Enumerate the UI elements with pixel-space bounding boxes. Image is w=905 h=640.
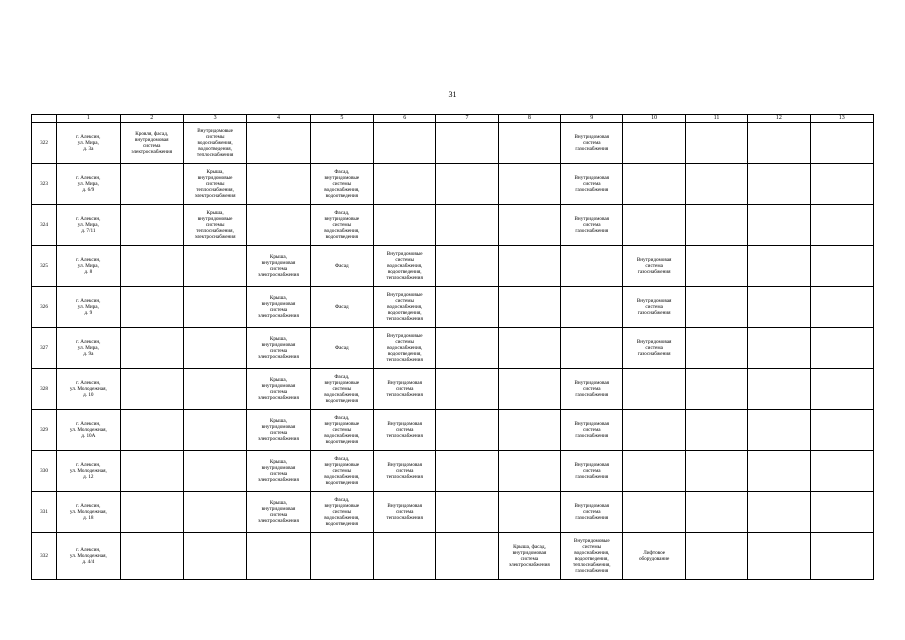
cell-text: г. Алексин, ул. Мира, д. 6/9 <box>76 175 101 193</box>
work-type-cell <box>374 410 436 451</box>
cell-text: Лифтовое оборудование <box>638 550 670 562</box>
work-type-cell <box>120 410 183 451</box>
work-type-cell <box>561 369 623 410</box>
work-type-cell <box>685 287 747 328</box>
address-cell <box>57 164 120 205</box>
cell-text: Фасад <box>334 345 349 351</box>
work-type-cell <box>685 246 747 287</box>
work-type-cell <box>498 205 560 246</box>
work-type-cell <box>498 328 560 369</box>
work-type-cell <box>561 410 623 451</box>
cell-text: Внутридомовая система газоснабжения <box>574 380 610 398</box>
address-cell <box>57 369 120 410</box>
work-type-cell <box>120 533 183 580</box>
work-type-cell <box>748 246 810 287</box>
work-type-cell <box>498 410 560 451</box>
work-type-cell <box>374 328 436 369</box>
row-number-cell: 332 <box>32 533 57 580</box>
work-type-cell <box>436 410 498 451</box>
work-type-cell <box>120 164 183 205</box>
work-type-cell <box>310 492 373 533</box>
header-cell: 6 <box>374 115 436 123</box>
work-type-cell <box>561 533 623 580</box>
cell-text: Фасад, внутридомовые системы водоснабжения, водоотведения <box>324 210 360 240</box>
work-type-cell <box>810 451 873 492</box>
work-type-cell <box>748 287 810 328</box>
work-type-cell <box>374 123 436 164</box>
table-body <box>32 123 874 580</box>
row-number-cell: 327 <box>32 328 57 369</box>
work-type-cell <box>374 205 436 246</box>
work-type-cell <box>247 369 310 410</box>
work-type-cell <box>374 246 436 287</box>
work-type-cell <box>685 410 747 451</box>
cell-text: Внутридомовая система газоснабжения <box>574 462 610 480</box>
row-number-cell: 331 <box>32 492 57 533</box>
work-type-cell <box>561 328 623 369</box>
cell-text: Внутридомовые системы водоснабжения, водоотведения, теплоснабжения <box>386 333 423 363</box>
work-type-cell <box>685 328 747 369</box>
address-cell <box>57 205 120 246</box>
work-type-cell <box>623 369 685 410</box>
work-type-cell <box>120 123 183 164</box>
cell-text: Крыша, внутридомовая система электроснабжения <box>258 336 299 360</box>
work-type-cell <box>247 451 310 492</box>
work-type-cell <box>685 451 747 492</box>
work-type-cell <box>748 492 810 533</box>
cell-text: Фасад, внутридомовые системы водоснабжения, водоотведения <box>324 415 360 445</box>
work-type-cell <box>436 123 498 164</box>
work-type-cell <box>436 328 498 369</box>
work-type-cell <box>120 205 183 246</box>
work-type-cell <box>810 164 873 205</box>
work-type-cell <box>120 246 183 287</box>
work-type-cell <box>183 328 246 369</box>
work-type-cell <box>685 164 747 205</box>
work-type-cell <box>120 492 183 533</box>
work-type-cell <box>310 123 373 164</box>
work-type-cell <box>685 492 747 533</box>
work-type-cell <box>561 287 623 328</box>
work-type-cell <box>183 164 246 205</box>
cell-text: Крыша, внутридомовая система электроснабжения <box>258 418 299 442</box>
address-cell <box>57 492 120 533</box>
work-type-cell <box>498 451 560 492</box>
work-type-cell <box>623 205 685 246</box>
cell-text: г. Алексин, ул. Мира, д. 3а <box>76 134 101 152</box>
work-type-cell <box>247 492 310 533</box>
cell-text: г. Алексин, ул. Мира, д. 9 <box>76 298 101 316</box>
work-type-cell <box>310 328 373 369</box>
cell-text: Внутридомовые системы водоснабжения, водоотведения, теплоснабжения <box>386 292 423 322</box>
cell-text: Внутридомовая система теплоснабжения <box>386 462 423 480</box>
work-type-cell <box>623 492 685 533</box>
work-type-cell <box>748 451 810 492</box>
work-type-cell <box>374 451 436 492</box>
cell-text: Внутридомовая система теплоснабжения <box>386 421 423 439</box>
work-type-cell <box>561 123 623 164</box>
work-type-cell <box>561 246 623 287</box>
work-type-cell <box>498 246 560 287</box>
work-type-cell <box>247 410 310 451</box>
work-type-cell <box>810 123 873 164</box>
cell-text: Фасад, внутридомовые системы водоснабжения, водоотведения <box>324 497 360 527</box>
cell-text: Крыша, внутридомовые системы теплоснабжения, электроснабжения <box>194 169 236 199</box>
work-type-cell <box>183 123 246 164</box>
work-type-cell <box>120 369 183 410</box>
address-cell <box>57 533 120 580</box>
work-type-cell <box>374 492 436 533</box>
work-type-cell <box>685 533 747 580</box>
work-type-cell <box>810 492 873 533</box>
header-row <box>32 115 874 123</box>
header-cell: 2 <box>120 115 183 123</box>
cell-text: Крыша, внутридомовые системы теплоснабжения, электроснабжения <box>194 210 236 240</box>
header-cell: 5 <box>310 115 373 123</box>
work-type-cell <box>685 369 747 410</box>
table-row <box>32 533 874 580</box>
work-type-cell <box>748 328 810 369</box>
cell-text: г. Алексин, ул. Мира, д. 9а <box>76 339 101 357</box>
work-type-cell <box>810 328 873 369</box>
cell-text: Внутридомовые системы водоснабжения, водоотведения, теплоснабжения, газоснабжения <box>572 538 611 574</box>
work-type-cell <box>810 246 873 287</box>
cell-text: Внутридомовая система газоснабжения <box>574 216 610 234</box>
cell-text: Фасад, внутридомовые системы водоснабжения, водоотведения <box>324 456 360 486</box>
table-row <box>32 369 874 410</box>
cell-text: г. Алексин, ул. Мира, д. 7/11 <box>76 216 101 234</box>
header-cell: 13 <box>810 115 873 123</box>
work-type-cell <box>498 369 560 410</box>
header-cell: 10 <box>623 115 685 123</box>
work-type-cell <box>498 533 560 580</box>
table-row <box>32 410 874 451</box>
work-type-cell <box>748 123 810 164</box>
work-type-cell <box>748 369 810 410</box>
row-number-cell: 325 <box>32 246 57 287</box>
work-type-cell <box>183 492 246 533</box>
cell-text: Фасад, внутридомовые системы водоснабжения, водоотведения <box>324 169 360 199</box>
work-type-cell <box>623 533 685 580</box>
table-row <box>32 246 874 287</box>
work-type-cell <box>310 246 373 287</box>
cell-text: Внутридомовая система теплоснабжения <box>386 380 423 398</box>
cell-text: г. Алексин, ул. Мира, д. 8 <box>76 257 101 275</box>
work-type-cell <box>561 492 623 533</box>
work-type-cell <box>310 287 373 328</box>
cell-text: Внутридомовая система газоснабжения <box>574 421 610 439</box>
header-cell: 4 <box>247 115 310 123</box>
work-type-cell <box>436 205 498 246</box>
header-cell: 3 <box>183 115 246 123</box>
work-type-cell <box>561 164 623 205</box>
work-type-cell <box>436 533 498 580</box>
table-row <box>32 492 874 533</box>
table-row <box>32 123 874 164</box>
address-cell <box>57 123 120 164</box>
header-cell: 9 <box>561 115 623 123</box>
cell-text: Крыша, внутридомовая система электроснабжения <box>258 295 299 319</box>
work-type-cell <box>183 287 246 328</box>
table-row <box>32 328 874 369</box>
work-type-cell <box>498 287 560 328</box>
cell-text: Внутридомовая система газоснабжения <box>636 257 672 275</box>
cell-text: Фасад, внутридомовые системы водоснабжения, водоотведения <box>324 374 360 404</box>
row-number-cell: 324 <box>32 205 57 246</box>
work-type-cell <box>247 287 310 328</box>
cell-text: г. Алексин, ул. Молодежная, д. 10А <box>69 421 107 439</box>
work-type-cell <box>120 328 183 369</box>
work-type-cell <box>810 287 873 328</box>
page-number: 31 <box>448 90 457 99</box>
cell-text: Фасад <box>334 304 349 310</box>
row-number-cell: 329 <box>32 410 57 451</box>
work-type-cell <box>623 123 685 164</box>
address-cell <box>57 451 120 492</box>
work-type-cell <box>810 369 873 410</box>
repair-schedule-table <box>31 114 874 580</box>
cell-text: Внутридомовая система теплоснабжения <box>386 503 423 521</box>
work-type-cell <box>374 533 436 580</box>
cell-text: г. Алексин, ул. Молодежная, д. 12 <box>69 462 107 480</box>
row-number-cell: 328 <box>32 369 57 410</box>
header-cell: 12 <box>748 115 810 123</box>
work-type-cell <box>748 164 810 205</box>
cell-text: Внутридомовые системы водоснабжения, водоотведения, теплоснабжения <box>386 251 423 281</box>
work-type-cell <box>436 164 498 205</box>
cell-text: Крыша, внутридомовая система электроснабжения <box>258 254 299 278</box>
cell-text: Внутридомовая система газоснабжения <box>636 298 672 316</box>
work-type-cell <box>247 533 310 580</box>
work-type-cell <box>310 533 373 580</box>
work-type-cell <box>436 369 498 410</box>
cell-text: Крыша, внутридомовая система электроснабжения <box>258 377 299 401</box>
work-type-cell <box>310 369 373 410</box>
work-type-cell <box>183 533 246 580</box>
address-cell <box>57 287 120 328</box>
cell-text: Крыша, фасад, внутридомовая система электроснабжения <box>509 544 550 568</box>
work-type-cell <box>436 451 498 492</box>
work-type-cell <box>310 410 373 451</box>
work-type-cell <box>623 451 685 492</box>
work-type-cell <box>120 287 183 328</box>
cell-text: Фасад <box>334 263 349 269</box>
work-type-cell <box>685 123 747 164</box>
work-type-cell <box>120 451 183 492</box>
work-type-cell <box>623 328 685 369</box>
work-type-cell <box>498 164 560 205</box>
row-number-cell: 330 <box>32 451 57 492</box>
cell-text: Внутридомовая система газоснабжения <box>574 175 610 193</box>
cell-text: Внутридомовые системы водоснабжения, водоотведения, теплоснабжения <box>196 128 234 158</box>
work-type-cell <box>748 533 810 580</box>
work-type-cell <box>310 205 373 246</box>
work-type-cell <box>623 246 685 287</box>
header-cell: 1 <box>57 115 120 123</box>
table-row <box>32 205 874 246</box>
work-type-cell <box>561 451 623 492</box>
header-cell: 7 <box>436 115 498 123</box>
cell-text: г. Алексин, ул. Молодежная, д. 4/4 <box>69 547 107 565</box>
work-type-cell <box>183 369 246 410</box>
row-number-cell: 322 <box>32 123 57 164</box>
work-type-cell <box>310 451 373 492</box>
cell-text: Внутридомовая система газоснабжения <box>636 339 672 357</box>
cell-text: Внутридомовая система газоснабжения <box>574 134 610 152</box>
work-type-cell <box>247 246 310 287</box>
table-row <box>32 451 874 492</box>
work-type-cell <box>183 246 246 287</box>
cell-text: Крыша, внутридомовая система электроснабжения <box>258 459 299 483</box>
row-number-cell: 326 <box>32 287 57 328</box>
work-type-cell <box>810 410 873 451</box>
work-type-cell <box>810 205 873 246</box>
address-cell <box>57 246 120 287</box>
table-row <box>32 164 874 205</box>
work-type-cell <box>247 164 310 205</box>
work-type-cell <box>247 205 310 246</box>
header-cell: 8 <box>498 115 560 123</box>
address-cell <box>57 410 120 451</box>
address-cell <box>57 328 120 369</box>
work-type-cell <box>498 123 560 164</box>
work-type-cell <box>561 205 623 246</box>
work-type-cell <box>436 287 498 328</box>
row-number-cell: 323 <box>32 164 57 205</box>
work-type-cell <box>623 410 685 451</box>
header-cell: 11 <box>685 115 747 123</box>
work-type-cell <box>436 246 498 287</box>
cell-text: Кровля, фасад, внутридомовая система электроснабжения <box>131 131 173 155</box>
work-type-cell <box>623 164 685 205</box>
work-type-cell <box>183 410 246 451</box>
work-type-cell <box>374 164 436 205</box>
work-type-cell <box>748 410 810 451</box>
cell-text: Крыша, внутридомовая система электроснабжения <box>258 500 299 524</box>
header-cell-blank <box>32 115 57 123</box>
work-type-cell <box>498 492 560 533</box>
work-type-cell <box>183 205 246 246</box>
work-type-cell <box>436 492 498 533</box>
cell-text: г. Алексин, ул. Молодежная, д. 10 <box>69 380 107 398</box>
work-type-cell <box>247 123 310 164</box>
work-type-cell <box>247 328 310 369</box>
work-type-cell <box>374 287 436 328</box>
work-type-cell <box>685 205 747 246</box>
work-type-cell <box>748 205 810 246</box>
work-type-cell <box>623 287 685 328</box>
work-type-cell <box>810 533 873 580</box>
table-row <box>32 287 874 328</box>
work-type-cell <box>374 369 436 410</box>
cell-text: г. Алексин, ул. Молодежная, д. 18 <box>69 503 107 521</box>
cell-text: Внутридомовая система газоснабжения <box>574 503 610 521</box>
table-header <box>32 115 874 123</box>
work-type-cell <box>310 164 373 205</box>
work-type-cell <box>183 451 246 492</box>
